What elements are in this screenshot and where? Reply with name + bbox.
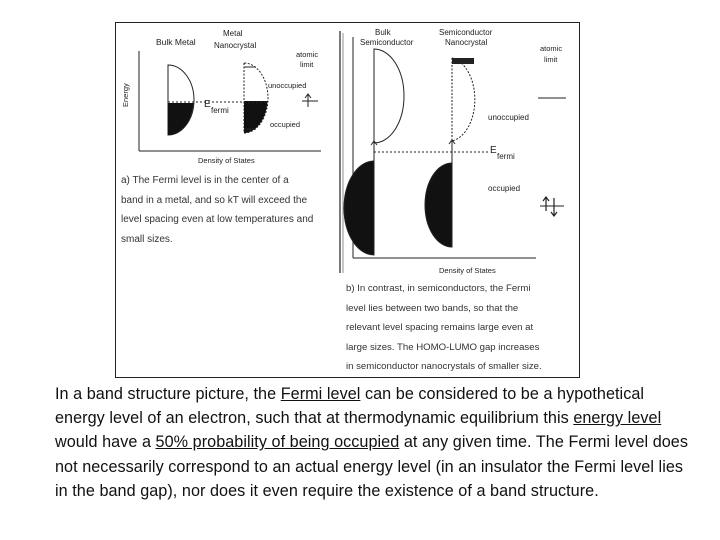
atomic-limit-label-right-2: limit bbox=[544, 55, 558, 64]
paragraph-text: would have a bbox=[55, 433, 156, 452]
caption-a-line: band in a metal, and so kT will exceed the bbox=[121, 194, 308, 206]
caption-a bbox=[121, 171, 336, 249]
atomic-limit-label-2: limit bbox=[300, 60, 314, 69]
fermi-level-paragraph bbox=[55, 382, 695, 503]
dos-label-left: Density of States bbox=[198, 156, 255, 165]
bulk-semiconductor-label-1: Bulk bbox=[375, 28, 391, 37]
paragraph-text: In a band structure picture, the bbox=[55, 385, 281, 403]
spin-down-arrow-icon bbox=[551, 198, 557, 216]
atomic-limit-label-1: atomic bbox=[296, 50, 319, 59]
caption-b-line: b) In contrast, in semiconductors, the Fermi bbox=[346, 283, 531, 294]
e-fermi-label-left: E bbox=[204, 99, 211, 110]
dos-label-right: Density of States bbox=[439, 266, 496, 275]
caption-b-line: level lies between two bands, so that the bbox=[346, 302, 519, 314]
caption-a-line: level spacing even at low temperatures and bbox=[121, 214, 314, 225]
energy-axis-label: Energy bbox=[121, 83, 130, 107]
energy-level-link[interactable]: energy level bbox=[573, 409, 662, 428]
caption-b-line: relevant level spacing remains large even at bbox=[346, 322, 534, 333]
caption-a-line: small sizes. bbox=[121, 233, 173, 245]
nanocrystal-band-edge bbox=[452, 58, 474, 64]
metal-nanocrystal-label-2: Nanocrystal bbox=[214, 41, 257, 50]
band-structure-figure bbox=[115, 22, 580, 378]
e-fermi-sub-right: fermi bbox=[497, 152, 515, 161]
e-fermi-sub-left: fermi bbox=[211, 106, 229, 115]
unoccupied-label-right: unoccupied bbox=[488, 113, 529, 122]
occupied-label-right: occupied bbox=[488, 184, 521, 193]
semiconductor-nanocrystal-label-2: Nanocrystal bbox=[445, 38, 488, 47]
occupied-label-left: occupied bbox=[270, 120, 301, 129]
bulk-conduction-band bbox=[374, 49, 404, 143]
semiconductor-nanocrystal-label-1: Semiconductor bbox=[439, 28, 493, 37]
spin-up-arrow-icon bbox=[543, 197, 549, 211]
nanocrystal-conduction-band bbox=[452, 58, 475, 141]
caption-a-line: a) The Fermi level is in the center of a bbox=[121, 175, 289, 186]
caption-b bbox=[346, 279, 574, 377]
bulk-valence-band bbox=[344, 161, 374, 255]
e-fermi-label-right: E bbox=[490, 145, 497, 156]
atomic-limit-label-right-1: atomic bbox=[540, 44, 563, 53]
bulk-metal-label: Bulk Metal bbox=[156, 37, 196, 47]
nanocrystal-valence-band bbox=[425, 163, 452, 247]
paragraph-text: at any given time. The Fermi level does not necessarily correspond to an actual energy level (in an insulator the Fermi level lies in the band gap), nor does it even require the existence of a band structure. bbox=[55, 433, 688, 500]
caption-b-line: large sizes. The HOMO-LUMO gap increases bbox=[346, 341, 540, 353]
bulk-semiconductor-label-2: Semiconductor bbox=[360, 38, 414, 47]
probability-link[interactable]: 50% probability of being occupied bbox=[155, 433, 400, 452]
fermi-level-link[interactable]: Fermi level bbox=[280, 385, 361, 403]
paragraph-text: can be considered to be a hypothetical energy level of an electron, such that at thermodynamic equilibrium this bbox=[55, 385, 645, 428]
metal-nanocrystal-label-1: Metal bbox=[223, 29, 243, 38]
unoccupied-label-left: unoccupied bbox=[268, 81, 307, 90]
caption-b-line: in semiconductor nanocrystals of smaller size. bbox=[346, 361, 542, 372]
